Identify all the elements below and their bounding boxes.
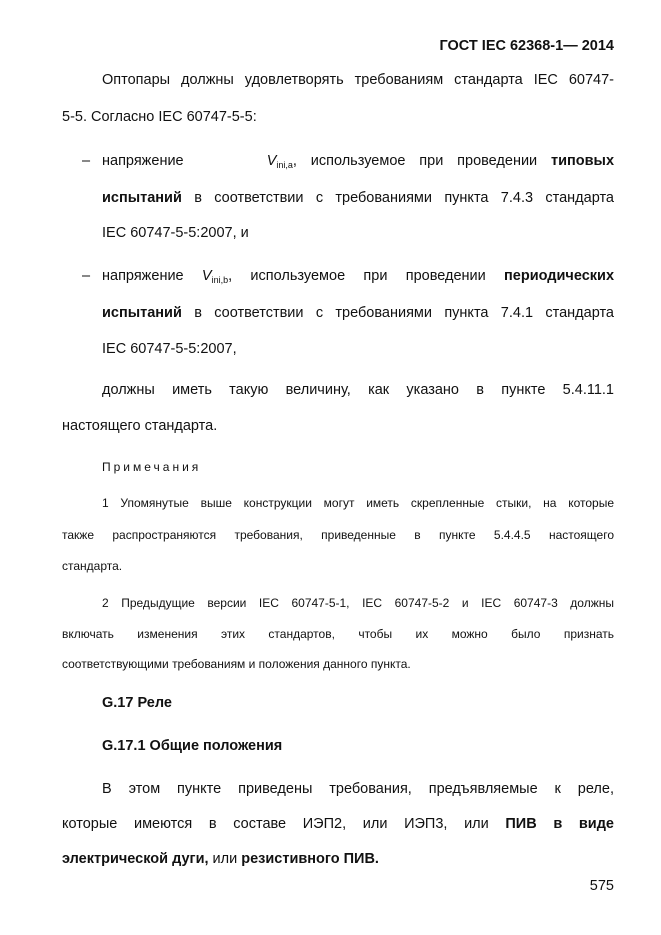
item-text: в соответствии с требованиями пункта 7.4.3 стандарта bbox=[181, 190, 614, 206]
note-line: включать изменения этих стандартов, чтобы их можно было признать bbox=[62, 627, 614, 641]
item-text: напряжение bbox=[102, 153, 184, 169]
list-item-line bbox=[102, 268, 614, 285]
note-line: стандарта. bbox=[62, 559, 123, 573]
paragraph-line: должны иметь такую величину, как указано в пункте 5.4.11.1 bbox=[102, 382, 614, 398]
note-line: соответствующими требованиям и положения данного пункта. bbox=[62, 657, 411, 671]
list-item-line: IEC 60747-5-5:2007, bbox=[102, 341, 237, 357]
paragraph-line: настоящего стандарта. bbox=[62, 418, 218, 434]
variable-subscript: ini,b bbox=[211, 275, 229, 285]
list-item-line bbox=[102, 305, 614, 321]
bold-term: типовых bbox=[551, 153, 615, 169]
list-dash: – bbox=[82, 268, 91, 284]
note-line: 1 Упомянутые выше конструкции могут иметь скрепленные стыки, на которые bbox=[102, 496, 614, 510]
paragraph-text: или bbox=[208, 851, 242, 867]
list-item-line bbox=[102, 153, 614, 170]
item-text: , используемое при проведении bbox=[292, 153, 552, 169]
paragraph-line bbox=[62, 816, 614, 832]
list-dash: – bbox=[82, 153, 91, 169]
bold-term: испытаний bbox=[102, 305, 182, 321]
paragraph-line: Оптопары должны удовлетворять требованиям стандарта IEC 60747- bbox=[102, 72, 614, 88]
paragraph-text: которые имеются в составе ИЭП2, или ИЭП3, или bbox=[62, 816, 506, 832]
bold-term: испытаний bbox=[102, 190, 182, 206]
variable: V bbox=[201, 268, 212, 284]
paragraph-line: В этом пункте приведены требования, предъявляемые к реле, bbox=[102, 781, 614, 797]
document-header: ГОСТ IEC 62368-1— 2014 bbox=[439, 38, 614, 54]
list-item-line bbox=[102, 190, 614, 206]
bold-term: периодических bbox=[504, 268, 615, 284]
subsection-heading: G.17.1 Общие положения bbox=[102, 738, 283, 754]
variable: V bbox=[266, 153, 277, 169]
paragraph-line bbox=[62, 851, 614, 867]
note-line: 2 Предыдущие версии IEC 60747-5-1, IEC 60747-5-2 и IEC 60747-3 должны bbox=[102, 596, 614, 610]
note-line: также распространяются требования, приведенные в пункте 5.4.4.5 настоящего bbox=[62, 528, 614, 542]
page-number: 575 bbox=[589, 878, 614, 894]
bold-term: резистивного ПИВ. bbox=[241, 851, 379, 867]
section-heading: G.17 Реле bbox=[102, 695, 172, 711]
item-text: в соответствии с требованиями пункта 7.4.1 стандарта bbox=[181, 305, 614, 321]
bold-term: электрической дуги, bbox=[62, 851, 209, 867]
paragraph-line: 5-5. Согласно IEC 60747-5-5: bbox=[62, 109, 257, 125]
variable-subscript: ini,a bbox=[276, 160, 293, 170]
notes-heading: Примечания bbox=[102, 460, 202, 474]
item-text: , используемое при проведении bbox=[228, 268, 505, 284]
bold-term: ПИВ в виде bbox=[505, 816, 614, 832]
item-text: напряжение bbox=[102, 268, 202, 284]
list-item-line: IEC 60747-5-5:2007, и bbox=[102, 225, 249, 241]
